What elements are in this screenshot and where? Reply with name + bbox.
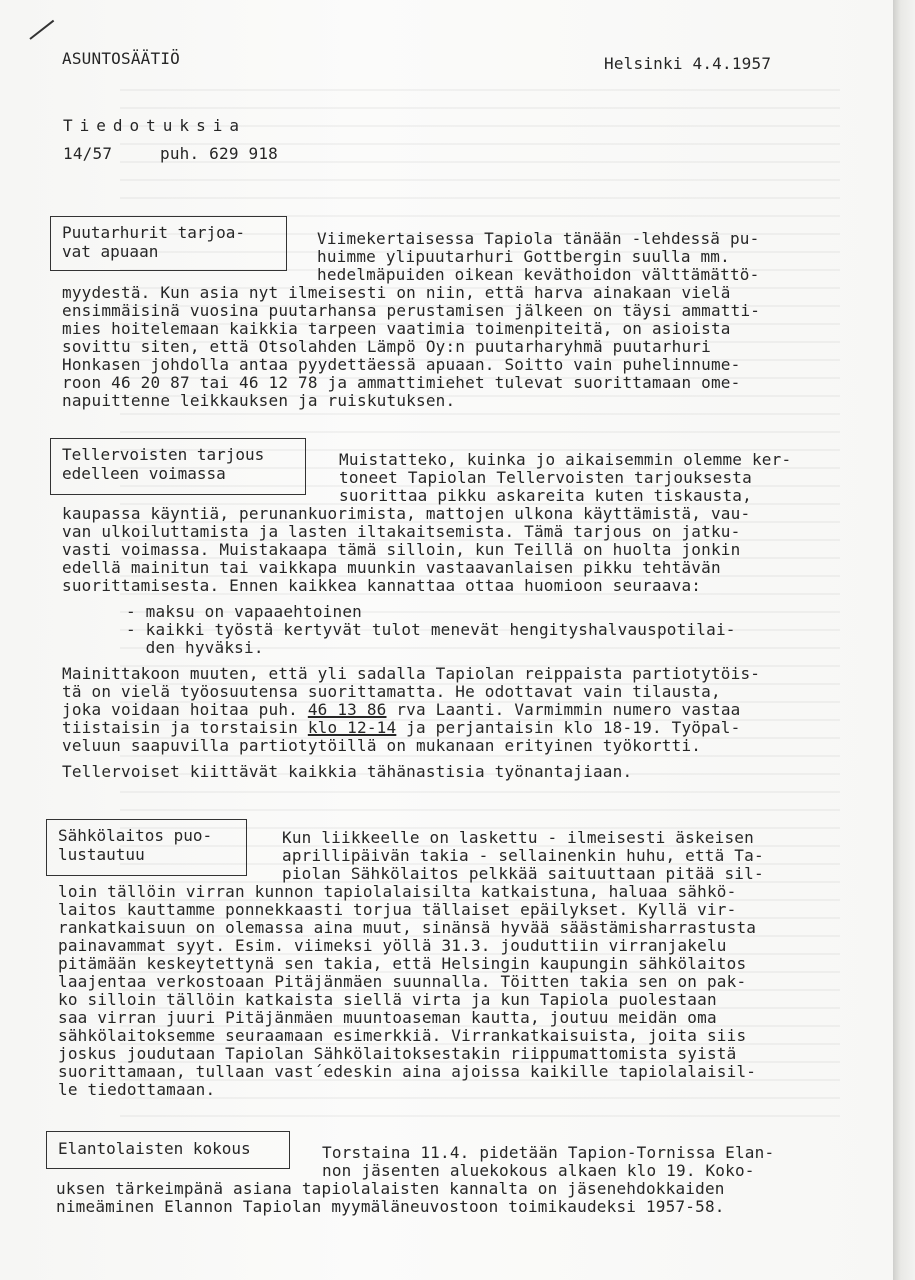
- section-heading-tellervoiset-1: Tellervoisten tarjous: [62, 445, 265, 464]
- text-line: piolan Sähkölaitos pelkkää saituuttaan pitää sil-: [282, 864, 764, 883]
- bulletin-number: 14/57: [63, 144, 113, 163]
- text-line: roon 46 20 87 tai 46 12 78 ja ammattimiehet tulevat suorittamaan ome-: [62, 373, 741, 392]
- text-run: tiistaisin ja torstaisin: [62, 718, 308, 737]
- text-line: veluun saapuvilla partiotytöillä on mukanaan erityinen työkortti.: [62, 736, 702, 755]
- text-line: saa virran juuri Pitäjänmäen muuntoaseman kautta, joutuu meidän oma: [58, 1008, 717, 1027]
- text-line: ensimmäisinä vuosina puutarhansa perustamisen jälkeen on täysi ammatti-: [62, 301, 761, 320]
- text-run: joka voidaan hoitaa puh.: [62, 700, 308, 719]
- text-line: napuittenne leikkauksen ja ruiskutuksen.: [62, 391, 456, 410]
- text-line: pitämään keskeytettynä sen takia, että Helsingin kaupungin sähkölaitos: [58, 954, 747, 973]
- text-line: joskus joudutaan Tapiolan Sähkölaitoksestakin riippumattomista syistä: [58, 1044, 737, 1063]
- text-line: sähkölaitoksemme seuraamaan esimerkkiä. Virrankatkaisuista, joita siis: [58, 1026, 747, 1045]
- section-heading-power-plant-1: Sähkölaitos puo-: [58, 826, 213, 845]
- section-heading-gardeners-2: vat apuaan: [62, 242, 159, 261]
- section-heading-tellervoiset-2: edelleen voimassa: [62, 464, 226, 483]
- text-line: tä on vielä työosuutensa suorittamatta. He odottavat vain tilausta,: [62, 682, 721, 701]
- section-heading-gardeners-1: Puutarhurit tarjoa-: [62, 223, 246, 242]
- text-run: rva Laanti. Varmimmin numero vastaa: [386, 700, 741, 719]
- text-line: [62, 701, 740, 719]
- text-line: Viimekertaisessa Tapiola tänään -lehdessä pu-: [317, 229, 760, 248]
- text-line: suorittaa pikku askareita kuten tiskausta,: [339, 486, 752, 505]
- text-line: laitos kauttamme ponnekkaasti torjua tällaiset epäilykset. Kyllä vir-: [58, 900, 737, 919]
- text-line: ko silloin tällöin katkaista siellä virta ja kun Tapiola puolestaan: [58, 990, 717, 1009]
- text-line: toneet Tapiolan Tellervoisten tarjouksesta: [339, 468, 752, 487]
- section-heading-power-plant-2: lustautuu: [58, 845, 145, 864]
- text-line: myydestä. Kun asia nyt ilmeisesti on niin, että harva ainakaan vielä: [62, 283, 731, 302]
- page-edge-shadow: [893, 0, 915, 1280]
- text-line: Honkasen johdolla antaa pyydettäessä apuaan. Soitto vain puhelinnume-: [62, 355, 741, 374]
- text-line: rankatkaisuun on olemassa aina muut, sinänsä hyvää säästämisharrastusta: [58, 918, 757, 937]
- text-line: loin tällöin virran kunnon tapiolalaisilta katkaistuna, haluaa sähkö-: [58, 882, 737, 901]
- text-line: huimme ylipuutarhuri Gottbergin suulla mm.: [317, 247, 730, 266]
- text-line: laajentaa verkostoaan Pitäjänmäen suunnalla. Töitten takia sen on pak-: [58, 972, 747, 991]
- text-line: aprillipäivän takia - sellainenkin huhu, että Ta-: [282, 846, 764, 865]
- text-line: le tiedottamaan.: [58, 1080, 216, 1099]
- text-line: uksen tärkeimpänä asiana tapiolalaisten kannalta on jäsenehdokkaiden: [56, 1179, 725, 1198]
- section-heading-elanto: Elantolaisten kokous: [58, 1139, 251, 1158]
- bullet-item: - kaikki työstä kertyvät tulot menevät hengityshalvauspotilai-: [126, 620, 736, 639]
- text-line: non jäsenten aluekokous alkaen klo 19. Koko-: [322, 1161, 755, 1180]
- text-line: kaupassa käyntiä, perunankuorimista, mattojen ulkona käyttämistä, vau-: [62, 504, 751, 523]
- place-date: Helsinki 4.4.1957: [604, 54, 772, 73]
- text-line: Mainittakoon muuten, että yli sadalla Tapiolan reippaista partiotytöis-: [62, 664, 761, 683]
- text-line: vasti voimassa. Muistakaapa tämä silloin, kun Teillä on huolta jonkin: [62, 540, 741, 559]
- text-line: suorittamaan, tullaan vast´edeskin aina ajoissa kaikille tapiolalaisil-: [58, 1062, 757, 1081]
- text-line: suorittamisesta. Ennen kaikkea kannattaa ottaa huomioon seuraava:: [62, 576, 702, 595]
- text-line: sovittu siten, että Otsolahden Lämpö Oy:n puutarharyhmä puutarhuri: [62, 337, 711, 356]
- text-line: Kun liikkeelle on laskettu - ilmeisesti äskeisen: [282, 828, 754, 847]
- text-line: painavammat syyt. Esim. viimeksi yöllä 31.3. jouduttiin virranjakelu: [58, 936, 727, 955]
- text-run: ja perjantaisin klo 18-19. Työpal-: [396, 718, 741, 737]
- text-line: hedelmäpuiden oikean keväthoidon välttämättö-: [317, 265, 760, 284]
- call-hours: klo 12-14: [307, 718, 397, 737]
- text-line: Muistatteko, kuinka jo aikaisemmin olemme ker-: [339, 450, 792, 469]
- bullet-item: den hyväksi.: [126, 638, 264, 657]
- phone-number: puh. 629 918: [160, 144, 278, 163]
- text-line: [62, 719, 740, 737]
- text-line: mies hoitelemaan kaikkia tarpeen vaatimia toimenpiteitä, on asioista: [62, 319, 731, 338]
- text-line: Tellervoiset kiittävät kaikkia tähänastisia työnantajiaan.: [62, 762, 633, 781]
- text-line: Torstaina 11.4. pidetään Tapion-Tornissa Elan-: [322, 1143, 775, 1162]
- text-line: nimeäminen Elannon Tapiolan myymäläneuvostoon toimikaudeksi 1957-58.: [56, 1197, 725, 1216]
- text-line: edellä mainitun tai vaikkapa muunkin vastaavanlaisen pikku tehtävän: [62, 558, 721, 577]
- bullet-item: - maksu on vapaaehtoinen: [126, 602, 362, 621]
- bulletin-title: Tiedotuksia: [63, 116, 246, 135]
- scout-phone-number: 46 13 86: [307, 700, 387, 719]
- org-name: ASUNTOSÄÄTIÖ: [62, 49, 180, 68]
- text-line: van ulkoiluttamista ja lasten iltakaitsemista. Tämä tarjous on jatku-: [62, 522, 741, 541]
